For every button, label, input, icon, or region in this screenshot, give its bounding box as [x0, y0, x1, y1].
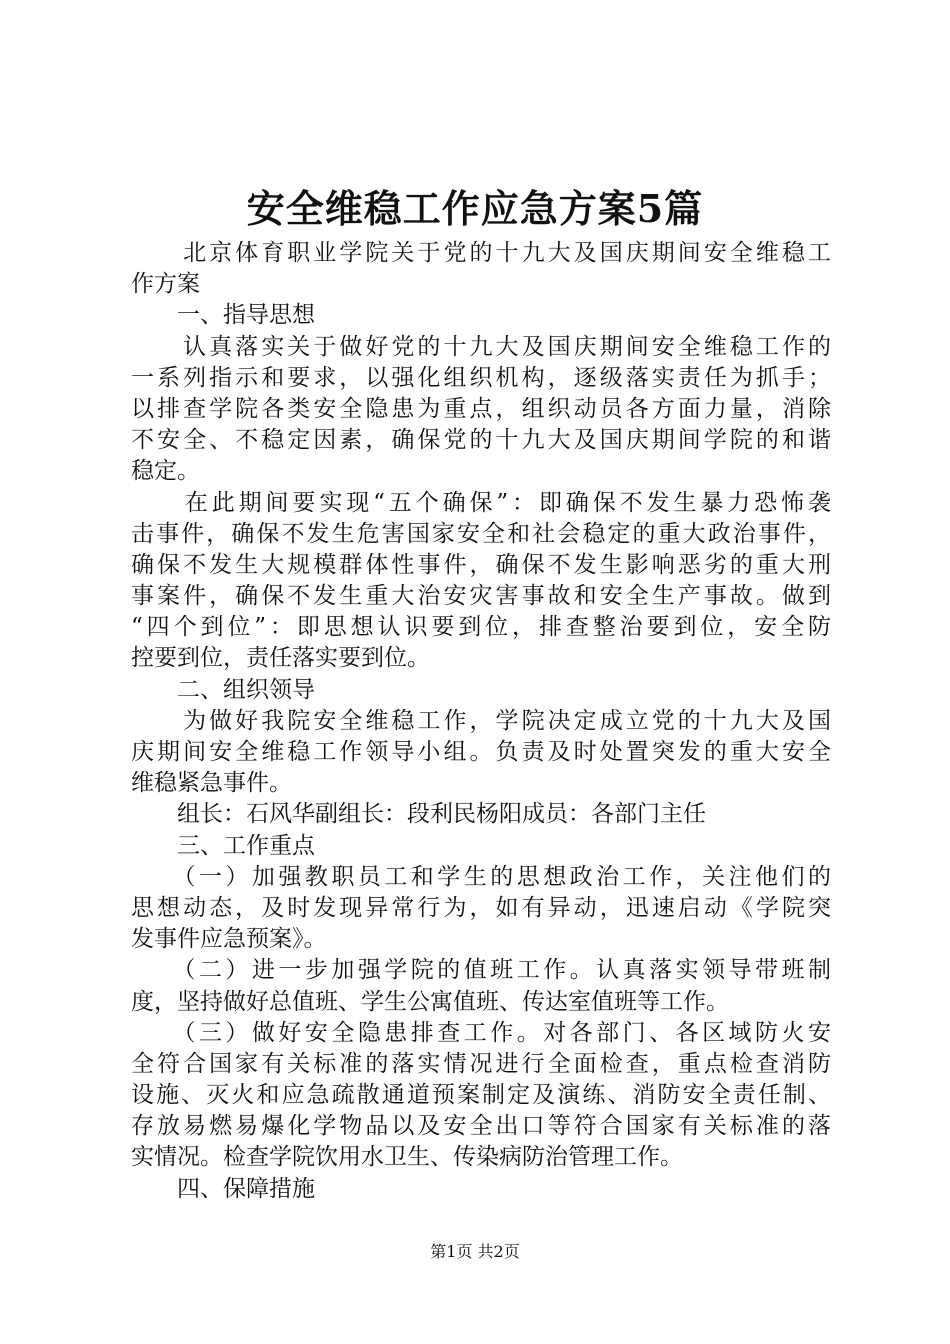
document-body	[131, 238, 831, 1205]
body-text-line: 组长：石风华副组长：段利民杨阳成员：各部门主任	[131, 801, 706, 828]
body-text-line: 北京体育职业学院关于党的十九大及国庆期间安全维稳工	[131, 240, 831, 266]
body-text-line: 作方案	[131, 271, 200, 298]
body-text-line: 四、保障措施	[131, 1175, 315, 1202]
body-text-line: 一系列指示和要求，以强化组织机构，逐级落实责任为抓手；	[131, 364, 831, 391]
body-text-line: 认真落实关于做好党的十九大及国庆期间安全维稳工作的	[131, 333, 831, 360]
body-text-line: 不安全、不稳定因素，确保党的十九大及国庆期间学院的和谐	[131, 427, 831, 454]
page-footer: 第1页 共2页	[430, 1242, 520, 1261]
body-text-line: 思想动态，及时发现异常行为，如有异动，迅速启动《学院突	[131, 894, 831, 921]
body-text-line: 击事件，确保不发生危害国家安全和社会稳定的重大政治事件，	[131, 520, 831, 547]
body-text-line: 庆期间安全维稳工作领导小组。负责及时处置突发的重大安全	[131, 739, 831, 765]
body-text-line: 为做好我院安全维稳工作，学院决定成立党的十九大及国	[131, 707, 831, 734]
body-text-line: 控要到位，责任落实要到位。	[131, 645, 430, 672]
body-text-line: 三、工作重点	[131, 832, 315, 859]
body-text-line: 存放易燃易爆化学物品以及安全出口等符合国家有关标准的落	[131, 1113, 831, 1140]
body-text-line: （三）做好安全隐患排查工作。对各部门、各区域防火安	[131, 1019, 831, 1046]
body-text-line: 事案件，确保不发生重大治安灾害事故和安全生产事故。做到	[131, 583, 831, 610]
document-title: 安全维稳工作应急方案5篇	[246, 186, 704, 231]
body-text-line: 以排查学院各类安全隐患为重点，组织动员各方面力量，消除	[131, 395, 831, 422]
body-text-line: 实情况。检查学院饮用水卫生、传染病防治管理工作。	[131, 1144, 683, 1171]
body-text-line: 发事件应急预案》。	[131, 926, 327, 953]
body-text-line: 一、指导思想	[131, 302, 315, 329]
body-text-line: 二、组织领导	[131, 676, 315, 703]
body-text-line: 确保不发生大规模群体性事件，确保不发生影响恶劣的重大刑	[131, 551, 831, 578]
body-text-line: 维稳紧急事件。	[131, 770, 292, 797]
body-text-line: 设施、灭火和应急疏散通道预案制定及演练、消防安全责任制、	[131, 1082, 831, 1109]
body-text-line: 在此期间要实现“五个确保”：即确保不发生暴力恐怖袭	[131, 489, 831, 516]
body-text-line: 全符合国家有关标准的落实情况进行全面检查，重点检查消防	[131, 1050, 831, 1077]
body-text-line: “四个到位”：即思想认识要到位，排查整治要到位，安全防	[131, 614, 831, 641]
body-text-line: 度，坚持做好总值班、学生公寓值班、传达室值班等工作。	[131, 988, 729, 1015]
body-text-line: 稳定。	[131, 458, 200, 485]
body-text-line: （一）加强教职员工和学生的思想政治工作，关注他们的	[131, 863, 831, 890]
body-text-line: （二）进一步加强学院的值班工作。认真落实领导带班制	[131, 957, 831, 984]
